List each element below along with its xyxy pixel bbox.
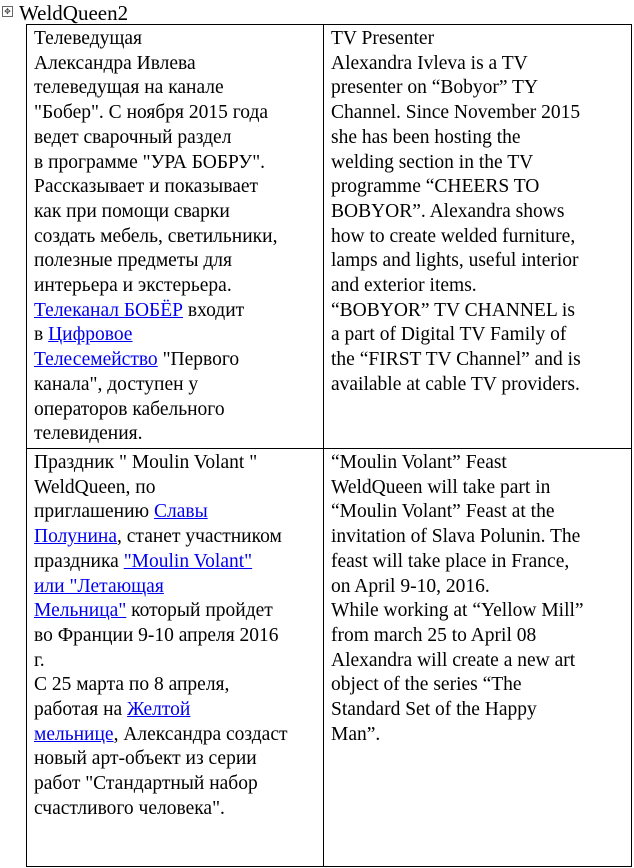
text-line — [34, 500, 317, 525]
text-line: Man”. — [331, 723, 381, 745]
text-line: телевидения. — [34, 423, 143, 445]
text-line: invitation of Slava Polunin. The — [331, 526, 581, 548]
link-moulin-volant[interactable]: Мельница" — [34, 600, 127, 622]
link-digital-tv-family[interactable]: Цифровое — [48, 324, 133, 346]
text-line: how to create welded furniture, — [331, 225, 576, 247]
text-line: programme “CHEERS TO — [331, 176, 540, 198]
text-line: BOBYOR”. Alexandra shows — [331, 200, 565, 222]
cell-russian-presenter — [27, 25, 324, 449]
text-line — [34, 698, 317, 723]
text-line — [34, 599, 317, 624]
text-fragment: входит — [183, 299, 245, 321]
text-line: she has been hosting the — [331, 126, 521, 148]
cell-russian-feast — [27, 449, 324, 867]
text-line: Рассказывает и показывает — [34, 176, 259, 198]
text-line: полезные предметы для — [34, 250, 232, 272]
text-line: “Moulin Volant” Feast — [331, 452, 507, 473]
text-line: "Бобер". С ноября 2015 года — [34, 102, 269, 124]
text-line: available at cable TV providers. — [331, 373, 580, 395]
text-line: С 25 марта по 8 апреля, — [34, 674, 230, 696]
text-line: WeldQueen will take part in — [331, 476, 551, 498]
table-move-handle-icon[interactable]: ✥ — [2, 6, 13, 17]
text-line: welding section in the TV — [331, 151, 534, 173]
text-line: счастливого человека". — [34, 797, 225, 819]
text-line: and exterior items. — [331, 275, 477, 297]
text-fragment: , Александра создаст — [113, 723, 288, 745]
text-line: операторов кабельного — [34, 398, 225, 420]
text-line: создать мебель, светильники, — [34, 225, 278, 247]
text-line — [34, 299, 317, 324]
text-line: во Франции 9-10 апреля 2016 — [34, 624, 279, 646]
text-line: как при помощи сварки — [34, 200, 230, 222]
document-title: WeldQueen2 — [19, 1, 129, 25]
text-line: в программе "УРА БОБРУ". — [34, 151, 266, 173]
text-fragment: праздника — [34, 550, 124, 572]
text-line — [34, 575, 317, 600]
bilingual-table — [26, 24, 632, 867]
text-line: object of the series “The — [331, 674, 522, 696]
text-line: Телеведущая — [34, 28, 143, 49]
text-line: новый арт-объект из серии — [34, 748, 257, 770]
text-fragment: работая на — [34, 699, 128, 721]
text-line: Standard Set of the Happy — [331, 699, 537, 721]
text-fragment: , станет участником — [117, 526, 282, 548]
text-line — [34, 723, 317, 748]
text-fragment: в — [34, 324, 49, 346]
text-line: “BOBYOR” TV CHANNEL is — [331, 299, 575, 321]
text-line: Channel. Since November 2015 — [331, 102, 581, 124]
text-fragment: приглашению — [34, 501, 154, 523]
table-row — [27, 449, 632, 867]
text-line: lamps and lights, useful interior — [331, 250, 579, 272]
text-line: from march 25 to April 08 — [331, 624, 537, 646]
text-line: on April 9-10, 2016. — [331, 575, 490, 597]
text-fragment: который пройдет — [126, 600, 273, 622]
text-line: “Moulin Volant” Feast at the — [331, 501, 555, 523]
table-row — [27, 25, 632, 449]
text-line: телеведущая на канале — [34, 77, 224, 99]
text-line: TV Presenter — [331, 28, 435, 49]
text-line: интерьера и экстерьера. — [34, 275, 232, 297]
link-moulin-volant[interactable]: "Moulin Volant" — [123, 550, 253, 572]
text-line: г. — [34, 649, 45, 671]
link-moulin-volant[interactable]: или "Летающая — [34, 575, 164, 597]
link-yellow-mill[interactable]: Желтой — [127, 699, 191, 721]
link-slava-polunin[interactable]: Славы — [154, 501, 208, 523]
text-line: the “FIRST TV Channel” and is — [331, 349, 581, 371]
text-line: работ "Стандартный набор — [34, 773, 258, 795]
link-digital-tv-family[interactable]: Телесемейство — [34, 349, 158, 371]
text-line: канала", доступен у — [34, 373, 199, 395]
text-line: feast will take place in France, — [331, 550, 570, 572]
text-line — [34, 525, 317, 550]
link-slava-polunin[interactable]: Полунина — [34, 526, 118, 548]
text-line: Alexandra Ivleva is a TV — [331, 52, 528, 74]
text-line: a part of Digital TV Family of — [331, 324, 567, 346]
text-line: Праздник " Moulin Volant " — [34, 452, 258, 473]
text-line: WeldQueen, по — [34, 476, 156, 498]
cell-english-feast — [324, 449, 632, 867]
cell-english-presenter — [324, 25, 632, 449]
link-channel-bobyor[interactable]: Телеканал БОБЁР — [34, 299, 184, 321]
text-line: Александра Ивлева — [34, 52, 196, 74]
text-line: While working at “Yellow Mill” — [331, 600, 584, 622]
text-line: presenter on “Bobyor” TY — [331, 77, 539, 99]
text-line — [34, 323, 317, 348]
text-line: ведет сварочный раздел — [34, 126, 232, 148]
link-yellow-mill[interactable]: мельнице — [34, 723, 114, 745]
text-fragment: "Первого — [157, 349, 240, 371]
text-line — [34, 348, 317, 373]
text-line: Alexandra will create a new art — [331, 649, 576, 671]
text-line — [34, 550, 317, 575]
